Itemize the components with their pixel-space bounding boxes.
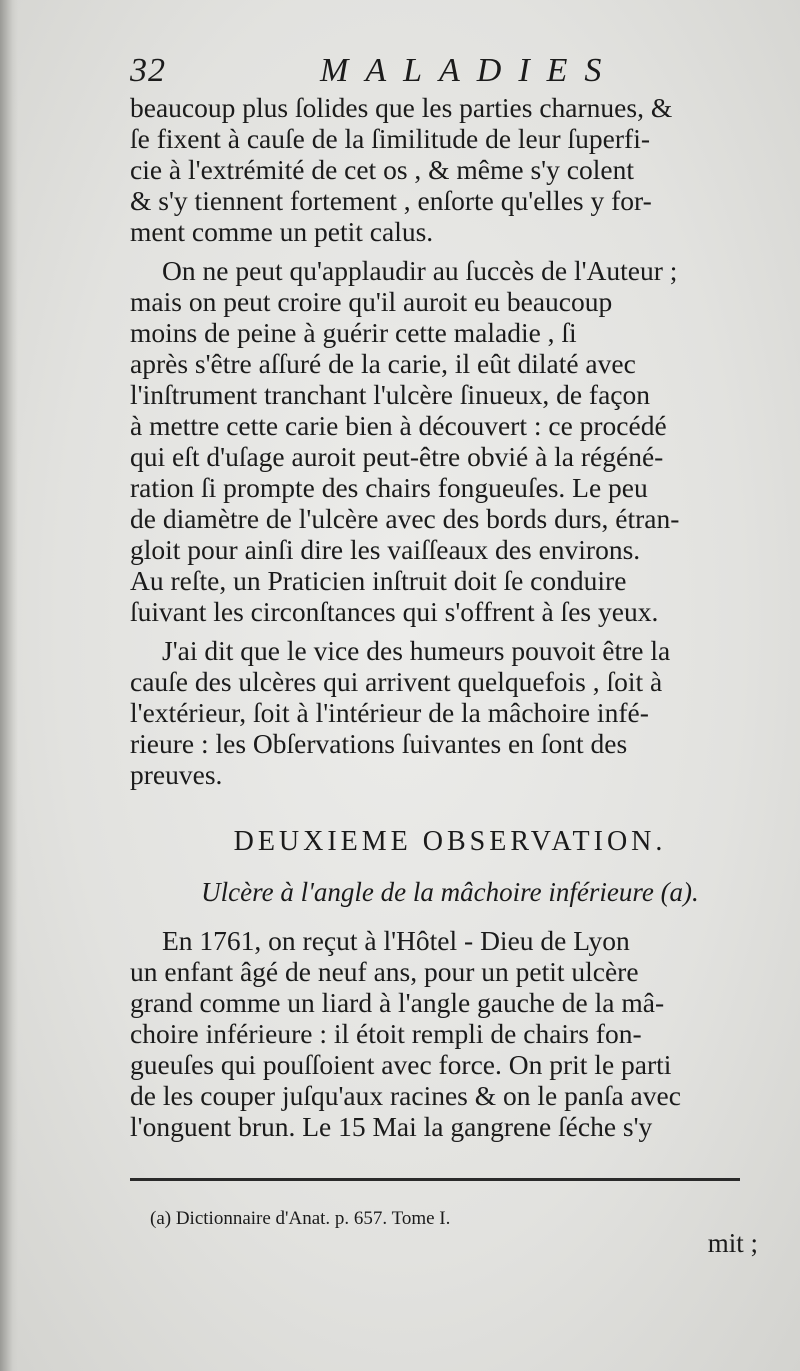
text-line: On ne peut qu'applaudir au ſuccès de l'Auteur ; (162, 255, 678, 286)
text-line: & s'y tiennent fortement , enſorte qu'elles y for- (130, 185, 652, 216)
text-line: grand comme un liard à l'angle gauche de la mâ- (130, 987, 665, 1018)
text-line: l'inſtrument tranchant l'ulcère ſinueux, de façon (130, 379, 650, 410)
text-line: En 1761, on reçut à l'Hôtel - Dieu de Lyon (162, 925, 630, 956)
paragraph-4 (130, 925, 770, 1142)
text-line: un enfant âgé de neuf ans, pour un petit ulcère (130, 956, 639, 987)
text-line: preuves. (130, 759, 223, 790)
text-line: gueuſes qui pouſſoient avec force. On prit le parti (130, 1049, 672, 1080)
text-line: Au reſte, un Praticien inſtruit doit ſe conduire (130, 565, 627, 596)
text-line: qui eſt d'uſage auroit peut-être obvié à la régéné- (130, 441, 664, 472)
observation-text-block (130, 925, 770, 1142)
text-line: l'extérieur, ſoit à l'intérieur de la mâchoire infé- (130, 697, 649, 728)
text-line: cauſe des ulcères qui arrivent quelquefois , ſoit à (130, 666, 663, 697)
text-line: beaucoup plus ſolides que les parties charnues, & (130, 92, 673, 123)
text-line: ſe fixent à cauſe de la ſimilitude de leur ſuperfi- (130, 123, 650, 154)
text-line: après s'être aſſuré de la carie, il eût dilaté avec (130, 348, 636, 379)
text-line: de les couper juſqu'aux racines & on le panſa avec (130, 1080, 681, 1111)
text-line: moins de peine à guérir cette maladie , ſi (130, 317, 577, 348)
paragraph-3 (130, 635, 770, 790)
paragraph-2 (130, 255, 770, 627)
text-line: ration ſi prompte des chairs fongueuſes. Le peu (130, 472, 648, 503)
text-line: choire inférieure : il étoit rempli de chairs fon- (130, 1018, 642, 1049)
footnote: (a) Dictionnaire d'Anat. p. 657. Tome I. (150, 1208, 451, 1229)
page-header (130, 52, 770, 92)
text-line: J'ai dit que le vice des humeurs pouvoit être la (162, 635, 671, 666)
text-line: ment comme un petit calus. (130, 216, 434, 247)
text-line: gloit pour ainſi dire les vaiſſeaux des environs. (130, 534, 641, 565)
footnote-rule (130, 1178, 740, 1181)
text-line: ſuivant les circonſtances qui s'offrent à ſes yeux. (130, 596, 659, 627)
section-subtitle: Ulcère à l'angle de la mâchoire inférieure (a). (201, 877, 699, 907)
book-spine-shadow (0, 0, 18, 1371)
text-line: de diamètre de l'ulcère avec des bords durs, étran- (130, 503, 680, 534)
running-title: MALADIES (320, 52, 619, 89)
page-number: 32 (130, 52, 166, 89)
section-heading: DEUXIEME OBSERVATION. (233, 826, 667, 857)
text-line: à mettre cette carie bien à découvert : ce procédé (130, 410, 667, 441)
text-line: rieure : les Obſervations ſuivantes en ſont des (130, 728, 628, 759)
paragraph-1 (130, 92, 770, 247)
main-text-block (130, 92, 770, 790)
catchword: mit ; (707, 1228, 758, 1258)
text-line: mais on peut croire qu'il auroit eu beaucoup (130, 286, 613, 317)
text-line: l'onguent brun. Le 15 Mai la gangrene ſéche s'y (130, 1111, 653, 1142)
text-line: cie à l'extrémité de cet os , & même s'y colent (130, 154, 634, 185)
